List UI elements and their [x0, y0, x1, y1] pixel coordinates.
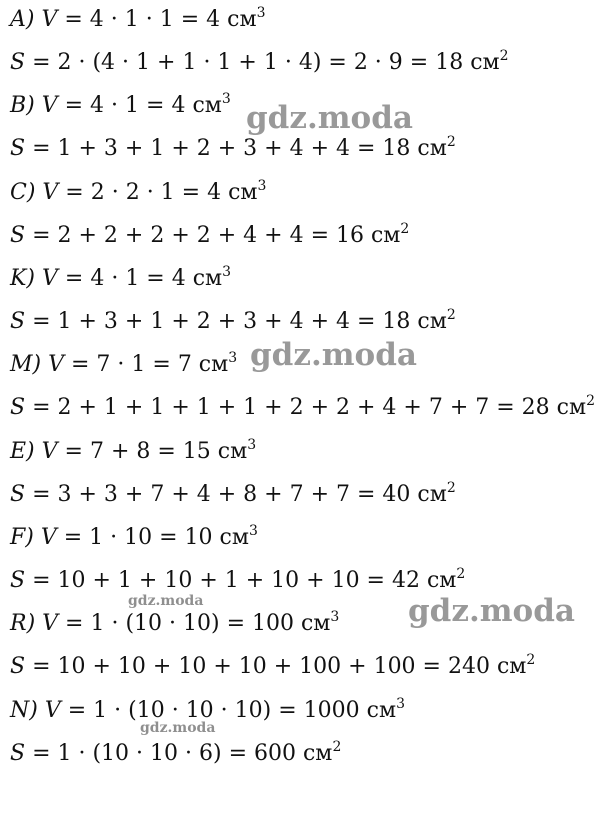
variable: V	[41, 439, 58, 464]
exponent: 3	[247, 437, 257, 453]
expression: = 2 · 2 · 1 = 4 см	[58, 180, 258, 205]
watermark-logo: gdz.moda	[246, 100, 413, 136]
watermark-logo: gdz.moda	[128, 593, 204, 609]
solution-line-k-area	[10, 307, 456, 337]
variable: V	[44, 698, 61, 723]
solution-line-m-area	[10, 393, 595, 423]
solution-line-m-volume	[10, 350, 237, 380]
expression: = 7 + 8 = 15 см	[57, 439, 248, 464]
exponent: 2	[526, 652, 536, 668]
exponent: 2	[446, 134, 456, 150]
item-label: R)	[10, 611, 36, 636]
item-label: M)	[10, 352, 42, 377]
exponent: 2	[332, 739, 342, 755]
expression: = 1 · 10 = 10 см	[56, 525, 249, 550]
expression: = 2 + 1 + 1 + 1 + 1 + 2 + 2 + 4 + 7 + 7 = 28 см	[25, 395, 587, 420]
variable: S	[10, 309, 26, 334]
watermark-logo: gdz.moda	[250, 337, 417, 373]
item-label: K)	[10, 266, 36, 291]
exponent: 2	[499, 48, 509, 64]
item-label: C)	[10, 180, 36, 205]
solution-line-n-area	[10, 739, 341, 769]
solution-line-r-volume	[10, 609, 339, 639]
exponent: 3	[248, 523, 258, 539]
variable: S	[10, 741, 26, 766]
item-label: F)	[10, 525, 34, 550]
exponent: 3	[222, 264, 232, 280]
item-label: B)	[10, 93, 35, 118]
exponent: 3	[256, 5, 266, 21]
solution-line-b-area	[10, 134, 456, 164]
expression: = 10 + 10 + 10 + 10 + 100 + 100 = 240 см	[25, 654, 527, 679]
item-label: N)	[10, 698, 38, 723]
expression: = 2 · (4 · 1 + 1 · 1 + 1 · 4) = 2 · 9 = 18 см	[25, 50, 500, 75]
expression: = 1 · (10 · 10 · 10) = 1000 см	[60, 698, 397, 723]
expression: = 1 + 3 + 1 + 2 + 3 + 4 + 4 = 18 см	[25, 309, 447, 334]
exponent: 2	[586, 393, 596, 409]
variable: S	[10, 223, 26, 248]
expression: = 4 · 1 · 1 = 4 см	[57, 7, 257, 32]
variable: V	[42, 180, 59, 205]
variable: S	[10, 654, 26, 679]
expression: = 1 · (10 · 10 · 6) = 600 см	[25, 741, 333, 766]
solution-line-c-volume	[10, 178, 266, 208]
exponent: 2	[400, 221, 410, 237]
solution-line-f-volume	[10, 523, 258, 553]
solution-line-f-area	[10, 566, 465, 596]
variable: S	[10, 50, 26, 75]
expression: = 1 · (10 · 10) = 100 см	[58, 611, 331, 636]
variable: V	[41, 93, 58, 118]
expression: = 10 + 1 + 10 + 1 + 10 + 10 = 42 см	[25, 568, 457, 593]
variable: V	[41, 7, 58, 32]
expression: = 7 · 1 = 7 см	[64, 352, 229, 377]
variable: V	[40, 525, 57, 550]
solution-line-b-volume	[10, 91, 231, 121]
variable: S	[10, 482, 26, 507]
item-label: E)	[10, 439, 35, 464]
variable: S	[10, 395, 26, 420]
expression: = 4 · 1 = 4 см	[57, 266, 223, 291]
solution-line-k-volume	[10, 264, 231, 294]
item-label: A)	[10, 7, 35, 32]
variable: V	[42, 266, 58, 291]
exponent: 2	[446, 480, 456, 496]
watermark-logo: gdz.moda	[140, 720, 216, 736]
variable: S	[10, 568, 26, 593]
solution-line-a-area	[10, 48, 509, 78]
exponent: 3	[257, 178, 267, 194]
expression: = 1 + 3 + 1 + 2 + 3 + 4 + 4 = 18 см	[25, 136, 447, 161]
exponent: 2	[446, 307, 456, 323]
exponent: 3	[228, 350, 238, 366]
variable: V	[42, 611, 59, 636]
expression: = 2 + 2 + 2 + 2 + 4 + 4 = 16 см	[25, 223, 401, 248]
solution-line-r-area	[10, 652, 535, 682]
expression: = 4 · 1 = 4 см	[57, 93, 222, 118]
watermark-logo: gdz.moda	[408, 593, 575, 629]
solution-line-e-volume	[10, 437, 256, 467]
solution-line-e-area	[10, 480, 456, 510]
solution-line-a-volume	[10, 5, 266, 35]
variable: S	[10, 136, 26, 161]
variable: V	[48, 352, 64, 377]
solution-line-c-area	[10, 221, 409, 251]
exponent: 2	[456, 566, 466, 582]
exponent: 3	[221, 91, 231, 107]
exponent: 3	[396, 696, 405, 712]
exponent: 3	[330, 609, 340, 625]
expression: = 3 + 3 + 7 + 4 + 8 + 7 + 7 = 40 см	[25, 482, 447, 507]
